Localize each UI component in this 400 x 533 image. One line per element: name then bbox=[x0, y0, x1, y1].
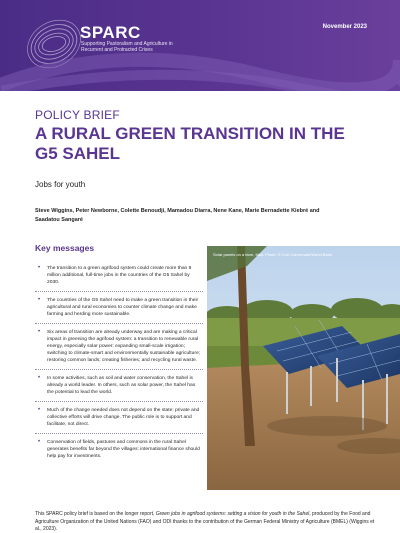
report-title-link: Green jobs in agrifood systems: setting a vision for youth in the Sahel bbox=[155, 511, 310, 517]
logo-wordmark: SPARC bbox=[80, 23, 141, 42]
list-item bbox=[35, 265, 203, 292]
bullet-icon: • bbox=[38, 439, 41, 445]
bullet-icon: • bbox=[38, 265, 41, 271]
list-item bbox=[35, 439, 203, 465]
list-item bbox=[35, 297, 203, 324]
solar-panels-illustration bbox=[207, 246, 400, 490]
key-messages-list bbox=[35, 265, 203, 470]
key-message-text: In some activities, such as soil and water conservation, the Sahel is already a world leader. In others, such as solar power, the Sahel has the potential to lead the world. bbox=[47, 376, 196, 395]
footer-text-post: , produced by the Food and Agriculture Organization of the United Nations (FAO) and ODI thanks to the contribution of the German Federal Ministry of Agriculture (BMEL) (Wiggins et al., 2023). bbox=[35, 511, 375, 532]
footer-note bbox=[35, 511, 375, 533]
footer-text-pre: This SPARC policy brief is based on the longer report, bbox=[35, 511, 156, 517]
sparc-arc-logo-icon bbox=[0, 0, 400, 91]
bullet-icon: • bbox=[38, 407, 41, 413]
bullet-icon: • bbox=[38, 375, 41, 381]
list-item bbox=[35, 329, 203, 370]
author-list: Steve Wiggins, Peter Newborne, Colette Benoudji, Mamadou Diarra, Nene Kane, Marie Bernadette Kiebré and Saadatou Sangaré bbox=[35, 208, 320, 223]
page-subtitle: Jobs for youth bbox=[35, 180, 86, 189]
publication-date: November 2023 bbox=[322, 24, 367, 30]
photo-credit: Solar panels on a farm, Mali. Photo: © Curt Carnemark/World Bank bbox=[213, 252, 332, 257]
key-message-text: Conservation of fields, pastures and commons in the rural Sahel generates benefits far beyond the villages: international finance should help pay for investments. bbox=[47, 440, 200, 459]
list-item bbox=[35, 375, 203, 402]
list-item bbox=[35, 407, 203, 434]
bullet-icon: • bbox=[38, 297, 41, 303]
key-message-text: Much of the change needed does not depend on the state: private and collective efforts will drive change. The public role is to support and facilitate, not direct. bbox=[47, 408, 200, 427]
solar-panels-photo bbox=[207, 246, 400, 490]
key-message-text: The transition to a green agrifood system could create more than 8 million additional, full-time jobs in the countries of the G5 Sahel by 2030. bbox=[47, 266, 192, 285]
key-message-text: Six areas of transition are already underway and are making a critical impact in greening the agrifood system: a transition to renewable rural energy, especially solar power; expanding small-scale irrigation; switching to climate-smart and environmentally sustainable agriculture; restoring common lands; creating fisheries; and recycling rural waste. bbox=[47, 330, 201, 363]
logo-tagline: Supporting Pastoralism and Agriculture in Recurrent and Protracted Crises bbox=[81, 41, 173, 53]
key-message-text: The countries of the G5 Sahel need to make a green transition in their agricultural and rural economies to counter climate change and make farming and herding more sustainable. bbox=[47, 298, 199, 317]
bullet-icon: • bbox=[38, 329, 41, 335]
header-band bbox=[0, 0, 400, 91]
key-messages-heading: Key messages bbox=[35, 243, 95, 253]
page-title: A RURAL GREEN TRANSITION IN THE G5 SAHEL bbox=[35, 124, 345, 163]
document-type-label: POLICY BRIEF bbox=[35, 108, 120, 122]
